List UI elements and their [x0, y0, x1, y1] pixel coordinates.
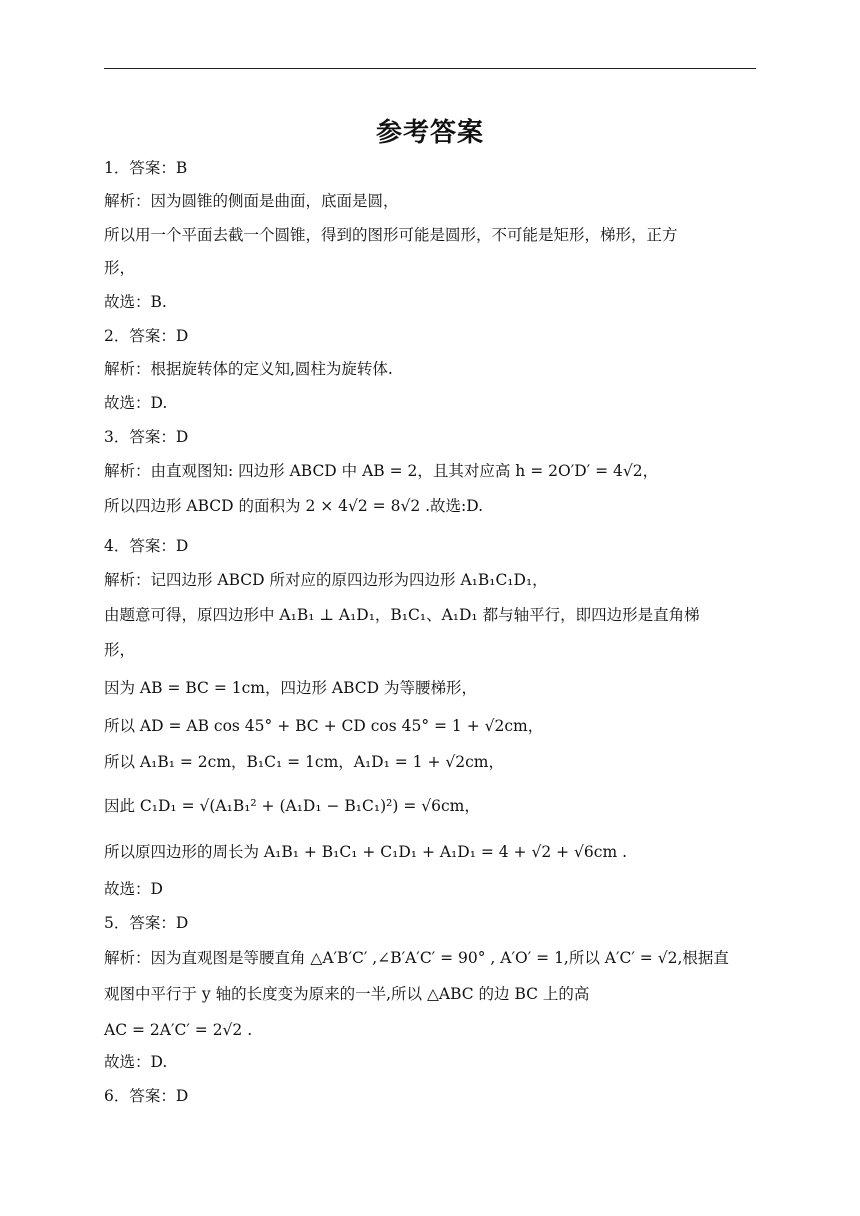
answer-4-perimeter: 所以原四边形的周长为 A₁B₁ + B₁C₁ + C₁D₁ + A₁D₁ = 4 + √2 + √6cm . — [104, 843, 627, 861]
answer-5-heading: 5．答案：D — [104, 914, 189, 932]
answer-1-explanation: 解析：因为圆锥的侧面是曲面，底面是圆， — [104, 192, 399, 210]
answer-1-explanation-cont: 所以用一个平面去截一个圆锥，得到的图形可能是圆形，不可能是矩形，梯形，正方 — [104, 226, 678, 244]
answer-4-ad-length: 所以 AD = AB cos 45° + BC + CD cos 45° = 1 + √2cm， — [104, 717, 544, 735]
answer-6-heading: 6．答案：D — [104, 1087, 189, 1105]
answer-4-side-lengths: 所以 A₁B₁ = 2cm，B₁C₁ = 1cm，A₁D₁ = 1 + √2cm， — [104, 753, 504, 771]
answer-2-conclusion: 故选：D. — [104, 394, 168, 412]
answer-4-condition-wrap: 形， — [104, 641, 136, 659]
answer-2-heading: 2．答案：D — [104, 327, 189, 345]
answer-1-conclusion: 故选：B. — [104, 293, 167, 311]
answer-2-explanation: 解析：根据旋转体的定义知,圆柱为旋转体. — [104, 360, 393, 378]
answer-4-explanation: 解析：记四边形 ABCD 所对应的原四边形为四边形 A₁B₁C₁D₁， — [104, 571, 548, 589]
answer-4-given: 因为 AB = BC = 1cm，四边形 ABCD 为等腰梯形， — [104, 679, 477, 697]
answer-4-conclusion: 故选：D — [104, 880, 163, 898]
answer-1-explanation-wrap: 形， — [104, 259, 136, 277]
answer-5-conclusion: 故选：D. — [104, 1053, 168, 1071]
header-rule — [104, 68, 756, 69]
answer-1-heading: 1．答案：B — [104, 159, 188, 177]
answer-4-c1d1: 因此 C₁D₁ = √(A₁B₁² + (A₁D₁ − B₁C₁)²) = √6cm， — [104, 797, 480, 815]
answer-3-area: 所以四边形 ABCD 的面积为 2 × 4√2 = 8√2 .故选:D. — [104, 497, 484, 515]
page-title: 参考答案 — [375, 118, 484, 148]
answer-5-height: AC = 2A′C′ = 2√2 . — [104, 1021, 253, 1039]
answer-5-explanation: 解析：因为直观图是等腰直角 △A′B′C′ ,∠B′A′C′ = 90° , A′O′ = 1,所以 A′C′ = √2,根据直 — [104, 949, 729, 967]
answer-4-heading: 4．答案：D — [104, 537, 189, 555]
answer-4-condition: 由题意可得，原四边形中 A₁B₁ ⊥ A₁D₁，B₁C₁、A₁D₁ 都与轴平行，即四边形是直角梯 — [104, 606, 700, 624]
answer-3-explanation: 解析：由直观图知: 四边形 ABCD 中 AB = 2，且其对应高 h = 2O′D′ = 4√2， — [104, 462, 659, 480]
answer-3-heading: 3．答案：D — [104, 428, 189, 446]
answer-5-explanation-cont: 观图中平行于 y 轴的长度变为原来的一半,所以 △ABC 的边 BC 上的高 — [104, 985, 590, 1003]
